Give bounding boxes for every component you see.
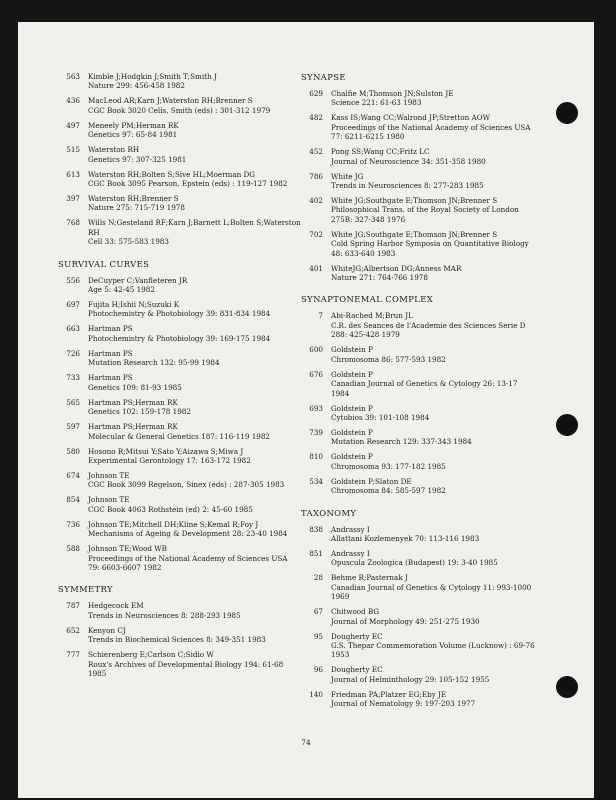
reference-entry: [60, 145, 315, 164]
reference-entry: [303, 113, 588, 141]
reference-entry: [303, 196, 588, 224]
reference-number: 676: [309, 369, 323, 379]
reference-entry: [303, 172, 588, 191]
reference-number: 436: [66, 96, 80, 106]
reference-line: Philosophical Trans. of the Royal Society of London: [331, 205, 519, 215]
reference-line: Cold Spring Harbor Symposia on Quantitative Biology: [331, 239, 529, 249]
reference-entry: [303, 607, 588, 626]
reference-entry: [60, 349, 315, 368]
reference-entry: [60, 398, 315, 417]
reference-entry: [60, 422, 315, 441]
reference-line: Abi-Rached M;Brun JL: [331, 311, 413, 321]
reference-line: Genetics 97: 307-325 1981: [88, 154, 187, 164]
reference-line: 288: 425-428 1979: [331, 330, 400, 340]
reference-entry: [303, 632, 588, 660]
reference-entry: [60, 495, 315, 514]
reference-entry: [60, 96, 315, 115]
reference-line: Hartman PS: [88, 373, 133, 383]
reference-line: Journal of Neuroscience 34: 351-358 1980: [331, 156, 486, 166]
reference-line: Nature 299: 456-458 1982: [88, 81, 185, 91]
reference-line: White JG;Southgate E;Thomson JN;Brenner S: [331, 229, 498, 239]
section: [303, 72, 588, 282]
reference-line: Goldstein P: [331, 427, 373, 437]
reference-line: Andrassy I: [331, 548, 370, 558]
reference-line: Chromosoma 93: 177-182 1985: [331, 461, 446, 471]
reference-number: 402: [309, 196, 323, 206]
binder-hole: [556, 676, 578, 698]
reference-number: 838: [309, 524, 323, 534]
reference-line: Genetics 97: 65-84 1981: [88, 130, 178, 140]
reference-line: Science 221: 61-63 1983: [331, 98, 422, 108]
reference-entry: [60, 520, 315, 539]
reference-line: White JG: [331, 171, 364, 181]
reference-number: 663: [66, 324, 80, 334]
reference-number: 401: [309, 263, 323, 273]
reference-line: Chromosoma 84: 585-597 1982: [331, 486, 446, 496]
reference-number: 854: [66, 495, 80, 505]
reference-entry: [60, 650, 315, 678]
reference-number: 7: [318, 311, 323, 321]
reference-line: Waterston RH: [88, 145, 140, 155]
reference-number: 140: [309, 689, 323, 699]
reference-number: 702: [309, 229, 323, 239]
reference-number: 397: [66, 194, 80, 204]
reference-line: Nature 275: 715-719 1978: [88, 203, 185, 213]
reference-entry: [60, 170, 315, 189]
reference-line: Canadian Journal of Genetics & Cytology 11: 993-1000: [331, 582, 532, 592]
section: [60, 72, 315, 247]
reference-line: RH: [88, 227, 100, 237]
reference-line: Mutation Research 129: 337-343 1984: [331, 437, 472, 447]
reference-line: Meneely PM;Herman RK: [88, 120, 179, 130]
reference-line: Goldstein P: [331, 369, 373, 379]
reference-number: 786: [309, 171, 323, 181]
reference-line: Photochemistry & Photobiology 39: 831-834 1984: [88, 309, 271, 319]
reference-number: 777: [66, 650, 80, 660]
reference-line: Hedgecock EM: [88, 601, 144, 611]
reference-entry: [60, 194, 315, 213]
reference-line: 1985: [88, 668, 107, 678]
reference-line: Andrassy I: [331, 524, 370, 534]
reference-line: 79: 6603-6607 1982: [88, 562, 162, 572]
reference-line: Dougherty EC: [331, 631, 383, 641]
reference-entry: [60, 626, 315, 645]
left-column: [60, 72, 315, 678]
reference-number: 67: [313, 607, 323, 617]
reference-line: C.R. des Seances de l'Academie des Sciences Serie D: [331, 320, 526, 330]
reference-line: Mechanisms of Ageing & Development 28: 23-40 1984: [88, 529, 288, 539]
reference-number: 613: [66, 169, 80, 179]
section-heading: SYNAPSE: [301, 72, 346, 82]
reference-line: CGC Book 4063 Rothstein (ed) 2: 45-60 1985: [88, 504, 253, 514]
reference-entry: [60, 300, 315, 319]
reference-line: Genetics 109: 81-93 1985: [88, 382, 182, 392]
reference-number: 497: [66, 120, 80, 130]
reference-line: Johnson TE: [88, 495, 130, 505]
reference-number: 600: [309, 345, 323, 355]
reference-number: 580: [66, 446, 80, 456]
reference-line: Schierenberg E;Carlson C;Sidio W: [88, 650, 214, 660]
reference-line: Photochemistry & Photobiology 39: 169-175 1984: [88, 333, 271, 343]
reference-number: 482: [309, 113, 323, 123]
reference-line: CGC Book 3095 Pearson, Epstein (eds) : 119-127 1982: [88, 179, 288, 189]
reference-line: Proceedings of the National Academy of Sciences USA: [331, 122, 531, 132]
reference-entry: [303, 230, 588, 258]
reference-line: WhiteJG;Albertson DG;Anness MAR: [331, 263, 462, 273]
reference-number: 768: [66, 218, 80, 228]
reference-line: Chalfie M;Thomson JN;Sulston JE: [331, 89, 454, 98]
reference-entry: [60, 121, 315, 140]
reference-entry: [303, 345, 588, 364]
page-number: 74: [301, 738, 311, 747]
reference-number: 736: [66, 519, 80, 529]
reference-entry: [60, 373, 315, 392]
reference-number: 697: [66, 300, 80, 310]
reference-line: Journal of Helminthology 29: 105-152 1955: [331, 674, 490, 684]
reference-number: 726: [66, 348, 80, 358]
section-heading: SURVIVAL CURVES: [58, 258, 150, 269]
reference-line: 1953: [331, 650, 350, 660]
section-heading: SYNAPTONEMAL COMPLEX: [301, 294, 434, 305]
reference-line: Proceedings of the National Academy of Sciences USA: [88, 553, 288, 563]
reference-line: Hartman PS: [88, 348, 133, 358]
reference-line: 48: 633-640 1983: [331, 248, 396, 258]
reference-entry: [303, 147, 588, 166]
binder-hole: [556, 414, 578, 436]
reference-line: 275B: 327-348 1976: [331, 214, 406, 224]
reference-number: 534: [309, 476, 323, 486]
reference-line: Hosono R;Mitsui Y;Sato Y;Aizawa S;Miwa J: [88, 446, 244, 456]
reference-line: Trends in Biochemical Sciences 8: 349-351 1983: [88, 635, 266, 645]
reference-number: 563: [66, 72, 80, 81]
reference-entry: [60, 72, 315, 91]
reference-line: Johnson TE;Wood WB: [88, 544, 167, 554]
reference-number: 674: [66, 470, 80, 480]
reference-line: Genetics 102: 159-178 1982: [88, 407, 191, 417]
reference-entry: [303, 452, 588, 471]
reference-entry: [303, 549, 588, 568]
reference-line: Waterston RH;Bolten S;Sive HL;Moerman DG: [88, 169, 256, 179]
reference-line: Nature 271: 764-766 1978: [331, 273, 428, 283]
reference-number: 28: [313, 573, 323, 583]
reference-entry: [303, 525, 588, 544]
reference-entry: [60, 447, 315, 466]
reference-entry: [60, 544, 315, 572]
reference-entry: [303, 573, 588, 601]
binder-hole: [556, 102, 578, 124]
reference-line: Goldstein P: [331, 403, 373, 413]
reference-line: 1984: [331, 388, 350, 398]
reference-line: Allattani Kozlemenyek 70: 113-116 1983: [331, 533, 480, 543]
reference-number: 452: [309, 147, 323, 157]
reference-entry: [303, 477, 588, 496]
reference-number: 810: [309, 452, 323, 462]
reference-number: 556: [66, 275, 80, 285]
reference-number: 733: [66, 373, 80, 383]
reference-line: Wills N;Gesteland RF;Karn J;Barnett L;Bolten S;Waterston: [88, 218, 301, 228]
reference-entry: [60, 276, 315, 295]
reference-line: CGC Book 3099 Regelson, Sinex (eds) : 287-305 1983: [88, 480, 285, 490]
reference-line: Goldstein P: [331, 452, 373, 462]
section: [60, 584, 315, 678]
reference-line: Friedman PA;Platzer EG;Eby JE: [331, 689, 447, 699]
reference-line: Chitwood BG: [331, 607, 380, 617]
reference-entry: [60, 324, 315, 343]
reference-line: Pong SS;Wang CC;Fritz LC: [331, 147, 430, 157]
reference-line: Age 5: 42-45 1982: [88, 285, 155, 295]
reference-line: G.S. Thepar Commemoration Volume (Lucknow) : 69-76: [331, 640, 535, 650]
reference-entry: [60, 601, 315, 620]
reference-line: Waterston RH;Brenner S: [88, 194, 179, 204]
reference-entry: [303, 428, 588, 447]
reference-line: 1969: [331, 592, 350, 602]
reference-entry: [303, 665, 588, 684]
reference-number: 565: [66, 397, 80, 407]
reference-number: 787: [66, 601, 80, 611]
reference-number: 693: [309, 403, 323, 413]
reference-entry: [303, 89, 588, 108]
reference-entry: [60, 471, 315, 490]
reference-line: MacLeod AR;Karn J;Waterston RH;Brenner S: [88, 96, 253, 106]
reference-line: Experimental Gerontology 17: 163-172 1982: [88, 455, 251, 465]
document-page: [18, 22, 594, 798]
reference-line: Roux's Archives of Developmental Biology 194: 61-68: [88, 659, 284, 669]
reference-entry: [303, 370, 588, 398]
reference-line: Journal of Morphology 49: 251-275 1930: [331, 616, 480, 626]
reference-line: Journal of Nematology 9: 197-203 1977: [331, 699, 476, 709]
reference-number: 739: [309, 427, 323, 437]
reference-line: CGC Book 3020 Celis, Smith (eds) : 301-312 1979: [88, 105, 271, 115]
reference-entry: [303, 690, 588, 709]
reference-line: DeCuyper C;Vanfleteren JR: [88, 275, 188, 285]
right-column: [303, 72, 588, 709]
reference-line: Hartman PS;Herman RK: [88, 397, 178, 407]
section-heading: SYMMETRY: [58, 584, 113, 595]
reference-line: Kenyon CJ: [88, 625, 126, 635]
reference-line: 77: 6211-6215 1980: [331, 132, 405, 142]
section: [303, 508, 588, 709]
reference-line: Hartman PS: [88, 324, 133, 334]
reference-line: Canadian Journal of Genetics & Cytology 26: 13-17: [331, 379, 518, 389]
reference-entry: [303, 264, 588, 283]
section-heading: TAXONOMY: [301, 507, 357, 518]
reference-line: Cytobios 39: 101-108 1984: [331, 412, 430, 422]
reference-number: 515: [66, 145, 80, 155]
reference-entry: [303, 404, 588, 423]
reference-line: Johnson TE;Mitchell DH;Kline S;Kemal R;Foy J: [88, 519, 259, 529]
reference-line: Kass IS;Wang CC;Walrond JP;Stretton AOW: [331, 113, 490, 123]
reference-entry: [303, 311, 588, 339]
reference-line: Dougherty EC: [331, 665, 383, 675]
reference-line: Kimble J;Hodgkin J;Smith T;Smith J: [88, 72, 217, 81]
reference-line: Opuscula Zoologica (Budapest) 19: 3-40 1985: [331, 558, 498, 568]
reference-line: Molecular & General Genetics 187: 116-119 1982: [88, 431, 270, 441]
reference-number: 588: [66, 544, 80, 554]
reference-number: 652: [66, 625, 80, 635]
reference-line: Johnson TE: [88, 470, 130, 480]
reference-number: 629: [309, 89, 323, 98]
reference-line: Chromosoma 86: 577-593 1982: [331, 354, 446, 364]
reference-number: 95: [313, 631, 323, 641]
reference-line: Goldstein P;Slaton DE: [331, 476, 412, 486]
section: [303, 294, 588, 495]
section: [60, 259, 315, 573]
reference-number: 851: [309, 548, 323, 558]
reference-line: Cell 33: 575-583 1983: [88, 237, 169, 247]
reference-number: 597: [66, 422, 80, 432]
reference-line: White JG;Southgate E;Thomson JN;Brenner S: [331, 196, 498, 206]
reference-number: 96: [313, 665, 323, 675]
reference-line: Fujita H;Ishii N;Suzuki K: [88, 300, 180, 310]
reference-line: Behme R;Pasternak J: [331, 573, 408, 583]
reference-line: Goldstein P: [331, 345, 373, 355]
reference-line: Mutation Research 132: 95-99 1984: [88, 358, 220, 368]
reference-line: Trends in Neurosciences 8: 277-283 1985: [331, 181, 484, 191]
reference-entry: [60, 218, 315, 246]
reference-line: Trends in Neurosciences 8: 288-293 1985: [88, 610, 241, 620]
reference-line: Hartman PS;Herman RK: [88, 422, 178, 432]
